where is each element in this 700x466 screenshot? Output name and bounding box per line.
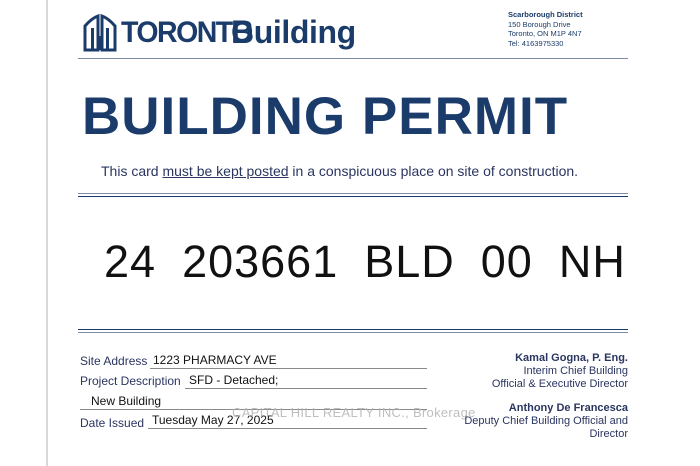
notice-text-end: in a conspicuous place on site of construction. bbox=[288, 163, 579, 179]
site-address-line bbox=[150, 368, 427, 369]
permit-sequence: 203661 bbox=[182, 236, 339, 287]
notice-text-start: This card bbox=[101, 163, 163, 179]
project-description-label: Project Description bbox=[80, 374, 181, 388]
brand-name-toronto: TORONTO bbox=[121, 16, 252, 49]
signatory-name: Anthony De Francesca bbox=[508, 402, 628, 414]
site-address-label: Site Address bbox=[80, 354, 148, 368]
brand-name-building: Building bbox=[231, 14, 356, 50]
permit-number bbox=[104, 236, 652, 288]
permit-year: 24 bbox=[104, 236, 157, 287]
project-description-value-cont: New Building bbox=[91, 394, 162, 408]
divider-upper-thin bbox=[78, 193, 628, 194]
page-margin bbox=[0, 0, 46, 466]
permit-type: BLD bbox=[364, 236, 455, 287]
header-divider bbox=[78, 58, 628, 59]
signatory-deputy-official bbox=[464, 402, 628, 441]
city-hall-logo-icon bbox=[83, 12, 117, 52]
permit-revision: 00 bbox=[480, 236, 533, 287]
project-description-value: SFD - Detached; bbox=[189, 373, 279, 387]
divider-lower-thick bbox=[78, 329, 628, 330]
brand-wordmark bbox=[121, 14, 356, 56]
office-district: Scarborough District bbox=[508, 10, 583, 19]
office-address bbox=[508, 10, 583, 48]
date-issued-line bbox=[148, 428, 427, 429]
date-issued-label: Date Issued bbox=[80, 416, 145, 430]
office-phone: Tel: 4163975330 bbox=[508, 38, 564, 48]
page-title: BUILDING PERMIT bbox=[82, 87, 569, 146]
signatory-title: Deputy Chief Building Official and bbox=[464, 415, 628, 427]
signatory-name: Kamal Gogna, P. Eng. bbox=[515, 352, 628, 364]
notice-text-underlined: must be kept posted bbox=[162, 163, 289, 179]
office-street: 150 Borough Drive bbox=[508, 19, 571, 29]
signatory-title: Interim Chief Building bbox=[523, 365, 628, 377]
posting-notice bbox=[101, 163, 578, 179]
divider-upper-thick bbox=[78, 196, 628, 197]
signatory-title: Director bbox=[589, 428, 628, 440]
date-issued-value: Tuesday May 27, 2025 bbox=[152, 413, 274, 427]
signatory-chief-building-official bbox=[492, 352, 628, 391]
permit-suffix: NH bbox=[558, 236, 626, 287]
signatory-title: Official & Executive Director bbox=[491, 378, 628, 390]
brokerage-watermark: CAPITAL HILL REALTY INC., Brokerage bbox=[232, 405, 476, 420]
project-description-line bbox=[185, 388, 427, 389]
divider-lower-thin bbox=[78, 332, 628, 333]
office-city: Toronto, ON M1P 4N7 bbox=[508, 29, 582, 38]
site-address-value: 1223 PHARMACY AVE bbox=[153, 353, 277, 367]
